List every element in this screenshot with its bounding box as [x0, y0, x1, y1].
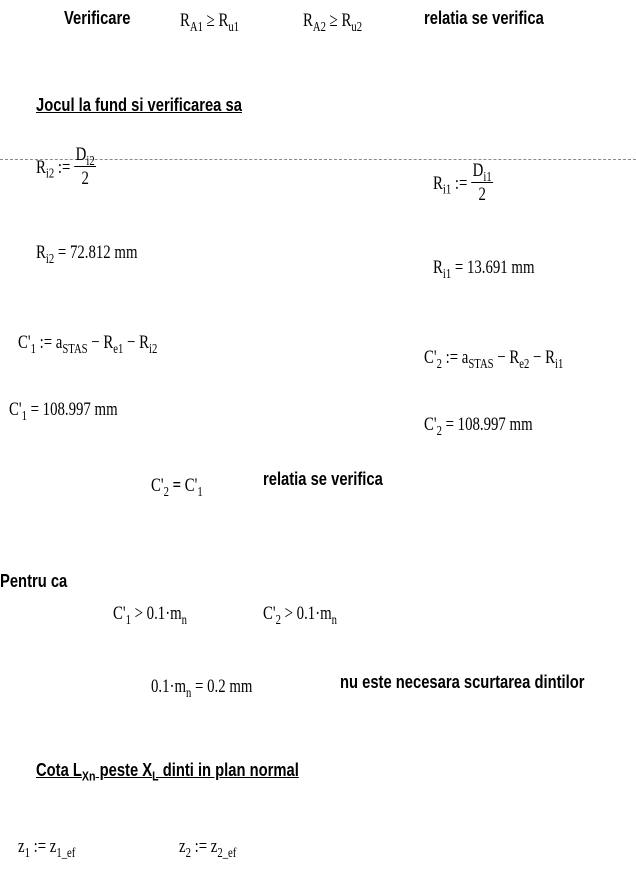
- note-no-shortening: nu este necesara scurtarea dintilor: [340, 672, 585, 692]
- ri1-value: $R_{i1} = 13.691$ mm: [433, 257, 535, 281]
- z1-definition: $z_1$ := $z_{1\_ef}$: [18, 836, 76, 860]
- section-title-cota: Cota $L_{Xn}$ peste $X_L$ dinti in plan normal: [36, 760, 299, 784]
- condition-ra1-ru1: $R_{A1} \ge R_{u1}$: [180, 10, 240, 34]
- condition-c1-gt: $C'_1 > 0.1\cdot m_n$: [113, 603, 188, 627]
- pentru-ca-label: Pentru ca: [0, 571, 68, 591]
- verification-result-1: relatia se verifica: [424, 8, 544, 28]
- c-equality: $C'_2 = C'_1$: [151, 475, 203, 499]
- verificare-label: Verificare: [64, 8, 131, 28]
- section-title-jocul: Jocul la fund si verificarea sa: [36, 95, 242, 115]
- ri2-definition: $R_{i2}$ := $\frac{D_{i2}}{2}$: [36, 144, 95, 189]
- c2-definition: $C'_2$ := $a_{STAS} - R_{e2} - R_{i1}$: [424, 347, 564, 371]
- ri2-value: $R_{i2} = 72.812$ mm: [36, 242, 138, 266]
- verification-result-2: relatia se verifica: [263, 469, 383, 489]
- condition-c2-gt: $C'_2 > 0.1\cdot m_n$: [263, 603, 338, 627]
- z2-definition: $z_2$ := $z_{2\_ef}$: [179, 836, 237, 860]
- ri1-definition: $R_{i1}$ := $\frac{D_{i1}}{2}$: [433, 160, 492, 205]
- c1-definition: $C'_1$ := $a_{STAS} - R_{e1} - R_{i2}$: [18, 332, 158, 356]
- ri1-fraction: $\frac{D_{i1}}{2}$: [472, 160, 492, 205]
- c2-value: $C'_2 = 108.997$ mm: [424, 414, 533, 438]
- condition-ra2-ru2: $R_{A2} \ge R_{u2}$: [303, 10, 363, 34]
- mn-value: $0.1\cdot m_n = 0.2$ mm: [151, 676, 253, 700]
- c1-value: $C'_1 = 108.997$ mm: [9, 399, 118, 423]
- ri2-fraction: $\frac{D_{i2}}{2}$: [75, 144, 95, 189]
